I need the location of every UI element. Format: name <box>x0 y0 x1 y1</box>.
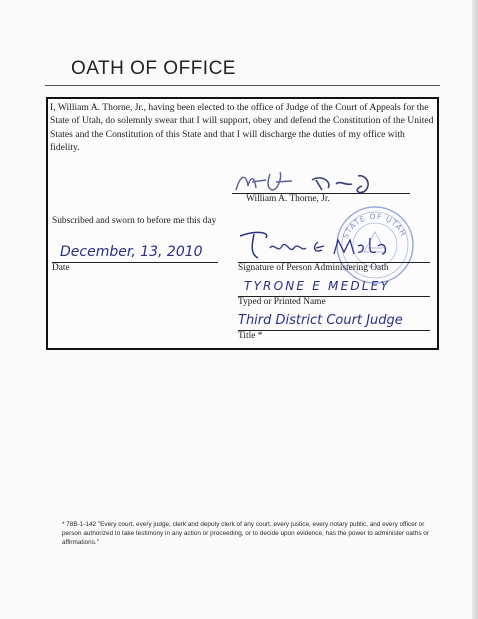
date-handwritten: December, 13, 2010 <box>60 244 203 260</box>
oath-text: I, William A. Thorne, Jr., having been elected to the office of Judge of the Court of Appeals for the State of Utah, do solemnly swear that I will support, obey and defend the Constitution of the United States and the Constitution of this State and that I will discharge the duties of my office with fidelity. <box>50 102 434 154</box>
date-label: Date <box>52 263 70 273</box>
title-rule <box>45 85 440 86</box>
printed-name-label: Typed or Printed Name <box>238 297 326 307</box>
page-edge-shadow <box>472 0 478 619</box>
seal-text: STATE OF UTAH <box>340 211 409 240</box>
officer-name: William A. Thorne, Jr. <box>246 194 330 204</box>
printed-name-handwritten: TYRONE E MEDLEY <box>244 279 390 293</box>
statute-footnote: * 78B-1-142 "Every court, every judge, clerk and deputy clerk of any court, every justice, every notary public, and every officer or person authorized to take testimony in any action or proceeding, or to decide upon evidence, has the power to administer oaths or affirmations." <box>62 521 429 546</box>
administrator-label: Signature of Person Administering Oath <box>238 263 389 273</box>
document-title: OATH OF OFFICE <box>71 58 236 79</box>
title-label: Title * <box>238 331 263 341</box>
title-handwritten: Third District Court Judge <box>238 313 403 328</box>
sworn-text: Subscribed and sworn to before me this day <box>52 216 217 226</box>
administrator-signature <box>236 228 396 264</box>
date-line <box>52 262 218 263</box>
title-line <box>238 330 430 331</box>
